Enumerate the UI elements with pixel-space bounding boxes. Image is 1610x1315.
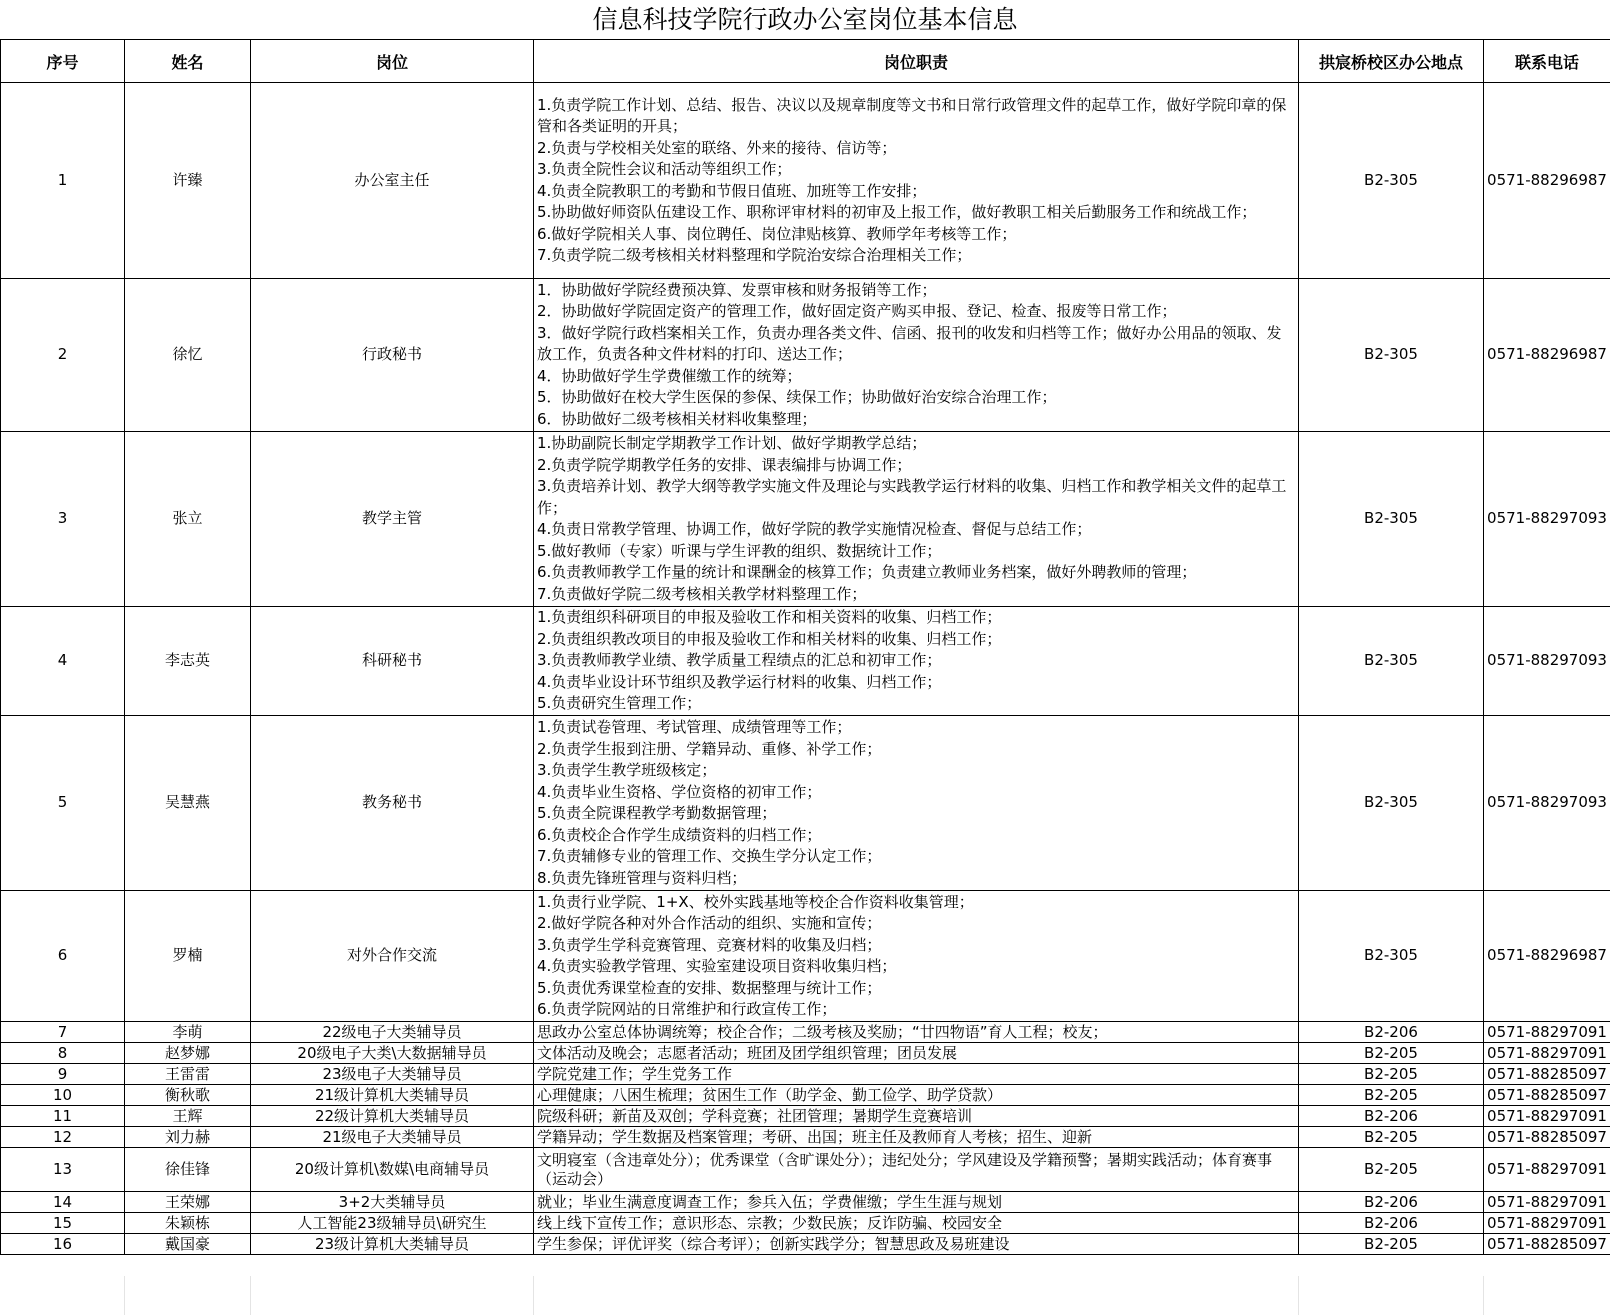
duty-line: 1.负责组织科研项目的申报及验收工作和相关资料的收集、归档工作； — [537, 608, 1002, 627]
cell-position: 21级计算机大类辅导员 — [251, 1085, 534, 1106]
duty-line: 5.协助做好师资队伍建设工作、职称评审材料的初审及上报工作，做好教职工相关后勤服务工作和统战工作； — [537, 203, 1257, 221]
duty-line: 1.负责学院工作计划、总结、报告、决议以及规章制度等文书和日常行政管理文件的起草工作，做好学院印章的保管和各类证明的开具； — [537, 95, 1287, 135]
cell-position: 20级计算机\数媒\电商辅导员 — [251, 1148, 534, 1192]
cell-position: 21级电子大类辅导员 — [251, 1127, 534, 1148]
duty-line: 2.负责学生报到注册、学籍异动、重修、补学工作； — [537, 739, 882, 758]
cell-office: B2-205 — [1299, 1127, 1484, 1148]
cell-name: 张立 — [125, 432, 251, 607]
cell-phone: 0571-88297091 — [1484, 1022, 1610, 1043]
duty-line: 4.负责毕业设计环节组织及教学运行材料的收集、归档工作； — [537, 672, 942, 691]
cell-phone: 0571-88297093 — [1484, 607, 1610, 716]
cell-name: 赵梦娜 — [125, 1043, 251, 1064]
duty-line: 3．做好学院行政档案相关工作，负责办理各类文件、信函、报刊的收发和归档等工作；做好办公用品的领取、发放工作，负责各种文件材料的打印、送达工作； — [537, 323, 1282, 364]
cell-position: 23级电子大类辅导员 — [251, 1064, 534, 1085]
cell-office: B2-205 — [1299, 1148, 1484, 1192]
cell-name: 李志英 — [125, 607, 251, 716]
cell-phone: 0571-88296987 — [1484, 279, 1610, 432]
cell-phone: 0571-88296987 — [1484, 891, 1610, 1022]
duty-line: 5.负责优秀课堂检查的安排、数据整理与统计工作； — [537, 978, 882, 997]
duty-line: 2.做好学院各种对外合作活动的组织、实施和宣传； — [537, 914, 882, 932]
page-title: 信息科技学院行政办公室岗位基本信息 — [592, 5, 1018, 34]
cell-phone: 0571-88297091 — [1484, 1148, 1610, 1192]
cell-duties: 学生参保；评优评奖（综合考评）；创新实践学分；智慧思政及易班建设 — [534, 1234, 1299, 1255]
cell-name: 徐忆 — [125, 279, 251, 432]
duty-line: 4.负责全院教职工的考勤和节假日值班、加班等工作安排； — [537, 181, 927, 200]
cell-duties: 院级科研；新苗及双创；学科竞赛；社团管理；暑期学生竞赛培训 — [534, 1106, 1299, 1127]
cell-duties: 文明寝室（含违章处分）；优秀课堂（含旷课处分）；违纪处分；学风建设及学籍预警；暑期实践活动；体育赛事（运动会） — [534, 1148, 1299, 1192]
cell-duties: 学院党建工作；学生党务工作 — [534, 1064, 1299, 1085]
duty-line: 2．协助做好学院固定资产的管理工作，做好固定资产购买申报、登记、检查、报废等日常工作； — [537, 302, 1177, 321]
cell-no: 2 — [1, 279, 125, 432]
cell-phone: 0571-88285097 — [1484, 1127, 1610, 1148]
duty-line: 1.负责试卷管理、考试管理、成绩管理等工作； — [537, 718, 852, 736]
cell-position: 教学主管 — [251, 432, 534, 607]
cell-office: B2-205 — [1299, 1085, 1484, 1106]
cell-office: B2-206 — [1299, 1106, 1484, 1127]
duty-line: 6.负责学院网站的日常维护和行政宣传工作； — [537, 1000, 837, 1018]
duty-line: 4.负责毕业生资格、学位资格的初审工作； — [537, 782, 822, 801]
cell-office: B2-305 — [1299, 891, 1484, 1022]
cell-no: 5 — [1, 716, 125, 891]
cell-duties: 思政办公室总体协调统筹；校企合作；二级考核及奖励；“廿四物语”育人工程；校友； — [534, 1022, 1299, 1043]
duty-line: 2.负责与学校相关处室的联络、外来的接待、信访等； — [537, 138, 897, 157]
table-body — [1, 83, 1610, 1255]
cell-no: 4 — [1, 607, 125, 716]
cell-duties: 文体活动及晚会；志愿者活动；班团及团学组织管理；团员发展 — [534, 1043, 1299, 1064]
cell-position: 3+2大类辅导员 — [251, 1192, 534, 1213]
cell-position: 22级计算机大类辅导员 — [251, 1106, 534, 1127]
duty-line: 2.负责组织教改项目的申报及验收工作和相关材料的收集、归档工作； — [537, 629, 1002, 648]
table-row — [1, 279, 1610, 432]
duty-line: 4．协助做好学生学费催缴工作的统筹； — [537, 366, 802, 385]
cell-no: 16 — [1, 1234, 125, 1255]
cell-phone: 0571-88297091 — [1484, 1213, 1610, 1234]
cell-phone: 0571-88296987 — [1484, 83, 1610, 279]
duty-line: 4.负责日常教学管理、协调工作，做好学院的教学实施情况检查、督促与总结工作； — [537, 520, 1092, 538]
duty-line: 6.负责教师教学工作量的统计和课酬金的核算工作；负责建立教师业务档案，做好外聘教师的管理； — [537, 563, 1197, 581]
cell-no: 3 — [1, 432, 125, 607]
duty-line: 6.负责校企合作学生成绩资料的归档工作； — [537, 825, 822, 844]
cell-phone: 0571-88297093 — [1484, 716, 1610, 891]
header-name: 姓名 — [125, 40, 251, 83]
cell-no: 13 — [1, 1148, 125, 1192]
cell-phone: 0571-88297091 — [1484, 1106, 1610, 1127]
staff-table — [0, 39, 1610, 1255]
cell-name: 朱颖栋 — [125, 1213, 251, 1234]
cell-duties — [534, 607, 1299, 716]
empty-grid-area — [0, 1276, 1610, 1315]
table-row — [1, 1022, 1610, 1043]
duty-line: 5．协助做好在校大学生医保的参保、续保工作；协助做好治安综合治理工作； — [537, 388, 1057, 407]
table-row — [1, 1043, 1610, 1064]
duty-line: 1.协助副院长制定学期教学工作计划、做好学期教学总结； — [537, 434, 927, 452]
cell-no: 7 — [1, 1022, 125, 1043]
header-row — [1, 40, 1610, 83]
header-position: 岗位 — [251, 40, 534, 83]
cell-name: 许臻 — [125, 83, 251, 279]
cell-name: 王荣娜 — [125, 1192, 251, 1213]
cell-duties — [534, 716, 1299, 891]
cell-name: 刘力赫 — [125, 1127, 251, 1148]
cell-duties — [534, 279, 1299, 432]
cell-duties: 学籍异动；学生数据及档案管理；考研、出国；班主任及教师育人考核；招生、迎新 — [534, 1127, 1299, 1148]
cell-duties — [534, 432, 1299, 607]
cell-name: 徐佳锋 — [125, 1148, 251, 1192]
cell-no: 6 — [1, 891, 125, 1022]
cell-no: 15 — [1, 1213, 125, 1234]
cell-duties — [534, 83, 1299, 279]
table-row — [1, 1127, 1610, 1148]
cell-name: 衡秋歌 — [125, 1085, 251, 1106]
cell-duties: 心理健康；八困生梳理；贫困生工作（助学金、勤工俭学、助学贷款） — [534, 1085, 1299, 1106]
duty-line: 7.负责做好学院二级考核相关教学材料整理工作； — [537, 584, 867, 603]
table-row — [1, 1192, 1610, 1213]
duty-line: 5.做好教师（专家）听课与学生评教的组织、数据统计工作； — [537, 541, 942, 560]
cell-no: 12 — [1, 1127, 125, 1148]
cell-duties — [534, 891, 1299, 1022]
cell-no: 9 — [1, 1064, 125, 1085]
duty-line: 7.负责辅修专业的管理工作、交换生学分认定工作； — [537, 847, 882, 865]
cell-position: 科研秘书 — [251, 607, 534, 716]
cell-duties: 线上线下宣传工作；意识形态、宗教；少数民族；反诈防骗、校园安全 — [534, 1213, 1299, 1234]
header-no: 序号 — [1, 40, 125, 83]
cell-position: 人工智能23级辅导员\研究生 — [251, 1213, 534, 1234]
duty-line: 3.负责培养计划、教学大纲等教学实施文件及理论与实践教学运行材料的收集、归档工作和教学相关文件的起草工作； — [537, 477, 1287, 517]
duty-line: 4.负责实验教学管理、实验室建设项目资料收集归档； — [537, 957, 897, 975]
cell-phone: 0571-88297093 — [1484, 432, 1610, 607]
cell-office: B2-206 — [1299, 1022, 1484, 1043]
cell-name: 李萌 — [125, 1022, 251, 1043]
cell-office: B2-305 — [1299, 716, 1484, 891]
cell-phone: 0571-88285097 — [1484, 1234, 1610, 1255]
duty-line: 3.负责学生教学班级核定； — [537, 761, 717, 779]
header-office: 拱宸桥校区办公地点 — [1299, 40, 1484, 83]
cell-office: B2-205 — [1299, 1064, 1484, 1085]
cell-office: B2-305 — [1299, 607, 1484, 716]
table-row — [1, 83, 1610, 279]
cell-position: 20级电子大类\大数据辅导员 — [251, 1043, 534, 1064]
cell-duties: 就业；毕业生满意度调查工作；参兵入伍；学费催缴；学生生涯与规划 — [534, 1192, 1299, 1213]
duty-line: 3.负责教师教学业绩、教学质量工程绩点的汇总和初审工作； — [537, 651, 942, 670]
duty-line: 1.负责行业学院、1+X、校外实践基地等校企合作资料收集管理； — [537, 892, 974, 911]
duty-line: 5.负责全院课程教学考勤数据管理； — [537, 804, 777, 822]
duty-line: 3.负责全院性会议和活动等组织工作； — [537, 160, 792, 178]
duty-line: 6．协助做好二级考核相关材料收集整理； — [537, 409, 817, 428]
cell-office: B2-305 — [1299, 279, 1484, 432]
duty-line: 8.负责先锋班管理与资料归档； — [537, 868, 747, 887]
table-row — [1, 1064, 1610, 1085]
duty-line: 1．协助做好学院经费预决算、发票审核和财务报销等工作； — [537, 280, 937, 299]
table-row — [1, 1234, 1610, 1255]
cell-position: 23级计算机大类辅导员 — [251, 1234, 534, 1255]
cell-office: B2-206 — [1299, 1192, 1484, 1213]
cell-position: 办公室主任 — [251, 83, 534, 279]
duty-line: 2.负责学院学期教学任务的安排、课表编排与协调工作； — [537, 455, 912, 474]
table-row — [1, 1213, 1610, 1234]
cell-no: 8 — [1, 1043, 125, 1064]
cell-phone: 0571-88285097 — [1484, 1064, 1610, 1085]
table-row — [1, 607, 1610, 716]
cell-position: 教务秘书 — [251, 716, 534, 891]
table-row — [1, 432, 1610, 607]
duty-line: 5.负责研究生管理工作； — [537, 694, 702, 713]
cell-phone: 0571-88285097 — [1484, 1085, 1610, 1106]
cell-name: 王辉 — [125, 1106, 251, 1127]
cell-name: 罗楠 — [125, 891, 251, 1022]
cell-office: B2-206 — [1299, 1213, 1484, 1234]
cell-no: 11 — [1, 1106, 125, 1127]
header-duties: 岗位职责 — [534, 40, 1299, 83]
cell-office: B2-205 — [1299, 1234, 1484, 1255]
cell-position: 对外合作交流 — [251, 891, 534, 1022]
cell-no: 1 — [1, 83, 125, 279]
cell-no: 10 — [1, 1085, 125, 1106]
cell-name: 吴慧燕 — [125, 716, 251, 891]
cell-office: B2-205 — [1299, 1043, 1484, 1064]
header-phone: 联系电话 — [1484, 40, 1610, 83]
duty-line: 7.负责学院二级考核相关材料整理和学院治安综合治理相关工作； — [537, 246, 972, 264]
cell-office: B2-305 — [1299, 432, 1484, 607]
table-row — [1, 1085, 1610, 1106]
cell-name: 王雷雷 — [125, 1064, 251, 1085]
table-row — [1, 1148, 1610, 1192]
table-row — [1, 891, 1610, 1022]
duty-line: 6.做好学院相关人事、岗位聘任、岗位津贴核算、教师学年考核等工作； — [537, 224, 1017, 243]
cell-no: 14 — [1, 1192, 125, 1213]
table-row — [1, 716, 1610, 891]
cell-name: 戴国豪 — [125, 1234, 251, 1255]
cell-position: 22级电子大类辅导员 — [251, 1022, 534, 1043]
duty-line: 3.负责学生学科竞赛管理、竞赛材料的收集及归档； — [537, 935, 882, 954]
table-row — [1, 1106, 1610, 1127]
cell-position: 行政秘书 — [251, 279, 534, 432]
cell-office: B2-305 — [1299, 83, 1484, 279]
cell-phone: 0571-88297091 — [1484, 1043, 1610, 1064]
cell-phone: 0571-88297091 — [1484, 1192, 1610, 1213]
